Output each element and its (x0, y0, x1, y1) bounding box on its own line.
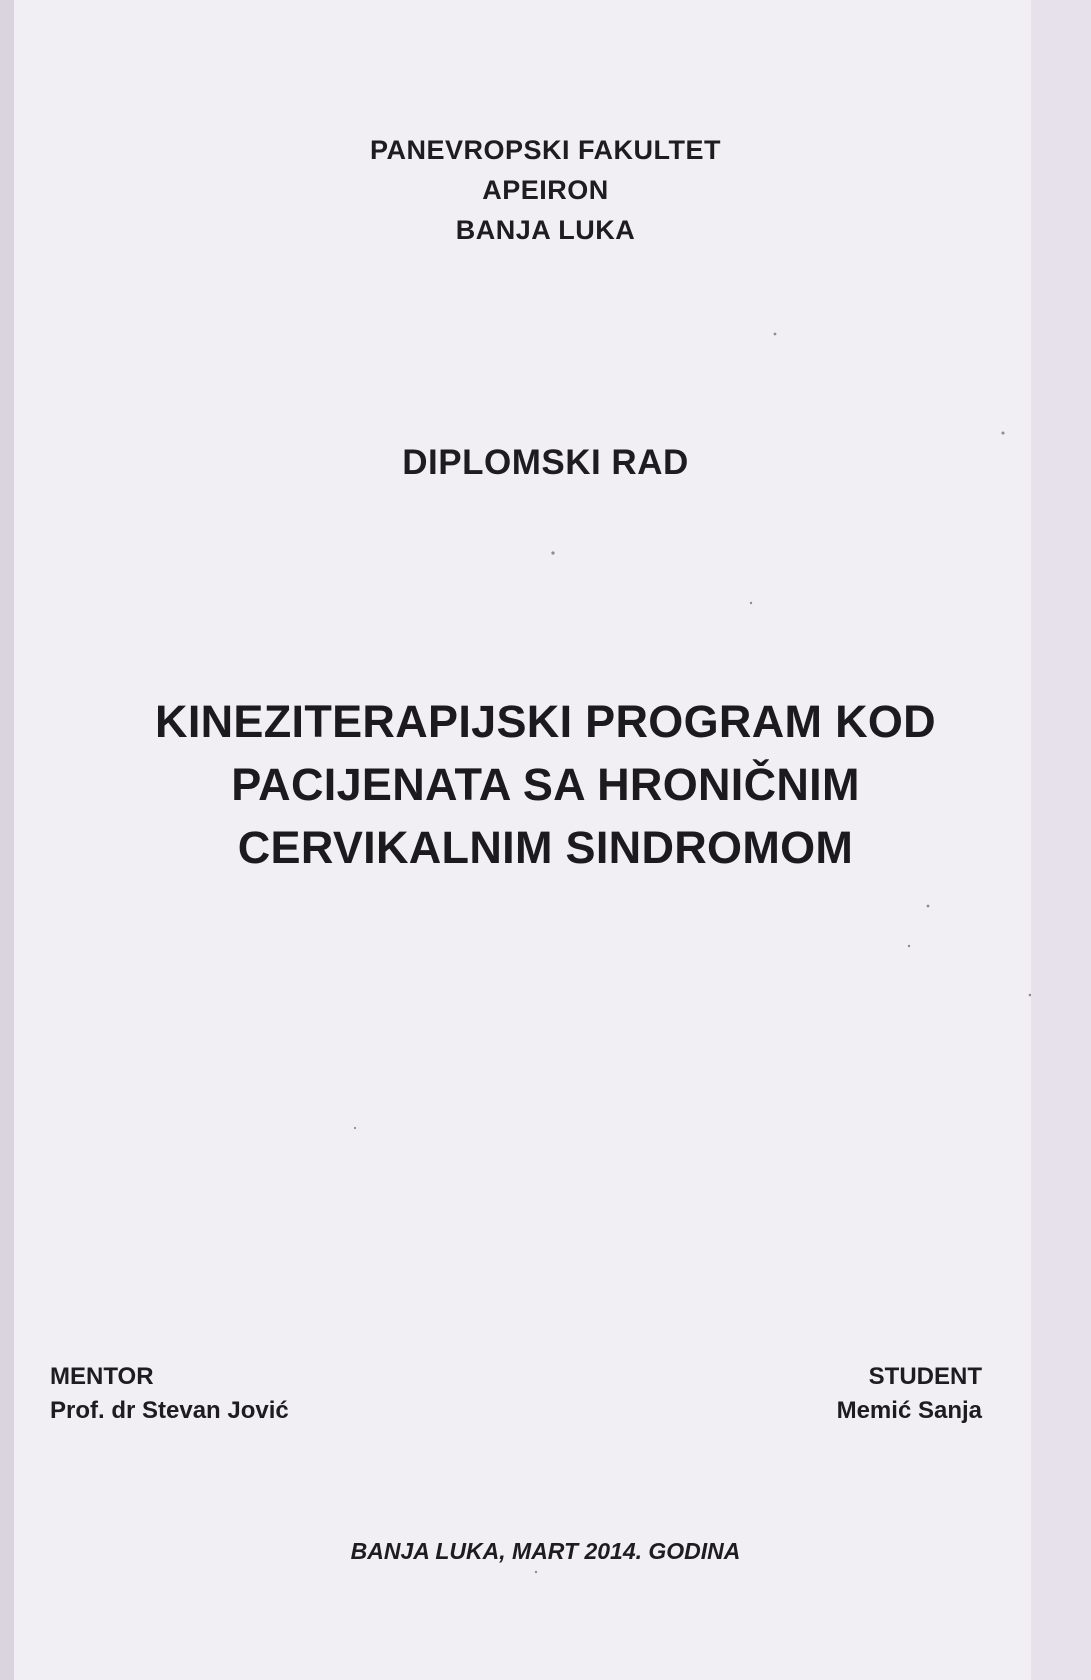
mentor-name: Prof. dr Stevan Jović (50, 1397, 289, 1424)
document-type: DIPLOMSKI RAD (402, 443, 689, 482)
institution-header (0, 130, 1091, 250)
thesis-title (0, 690, 1091, 879)
mentor-label: MENTOR (50, 1363, 154, 1390)
thesis-title-line-3: CERVIKALNIM SINDROMOM (237, 822, 854, 873)
student-name: Memić Sanja (836, 1397, 982, 1424)
place-and-date: BANJA LUKA, MART 2014. GODINA (350, 1538, 741, 1564)
thesis-title-line-2: PACIJENATA SA HRONIČNIM (231, 759, 860, 810)
student-block (837, 1360, 982, 1428)
thesis-title-line-1: KINEZITERAPIJSKI PROGRAM KOD (155, 696, 936, 747)
faculty-name: PANEVROPSKI FAKULTET (369, 135, 722, 165)
institution-name: APEIRON (482, 175, 609, 205)
mentor-block (50, 1360, 289, 1428)
people-row (50, 1360, 982, 1428)
institution-city: BANJA LUKA (455, 215, 636, 245)
student-label: STUDENT (868, 1363, 982, 1390)
